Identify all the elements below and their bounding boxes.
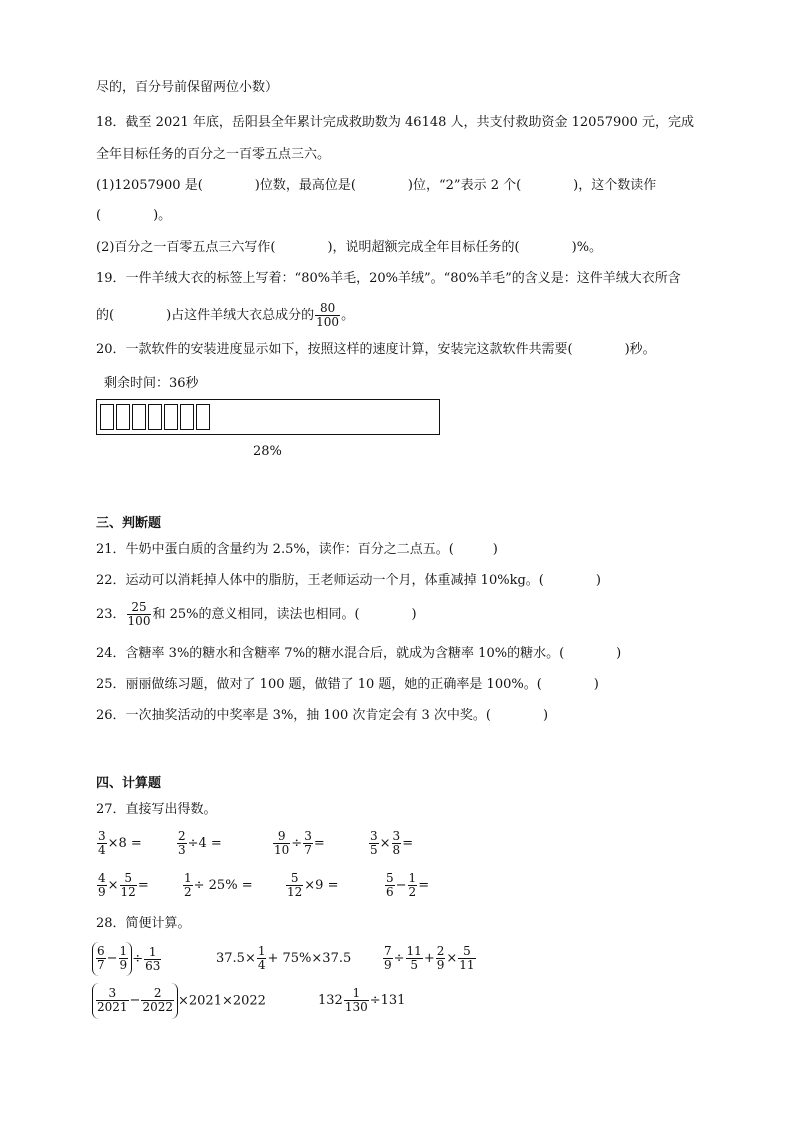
question-19-line-1: 19．一件羊绒大衣的标签上写着：“80%羊毛，20%羊绒”。“80%羊毛”的含义是：这件羊绒大衣所含 <box>96 271 681 286</box>
calc-item: 132 $\frac{1}{130}$ ÷131 <box>318 986 406 1014</box>
question-22: 22．运动可以消耗掉人体中的脂肪，王老师运动一个月，体重减掉 10%kg。( ) <box>96 573 601 588</box>
progress-percent: 28% <box>253 444 282 459</box>
q19-text: 的( )占这件羊绒大衣总成分的 <box>96 308 315 323</box>
question-27: 27．直接写出得数。 <box>96 802 217 817</box>
remaining-time-label: 剩余时间：36秒 <box>104 376 199 391</box>
line-q17-tail: 尽的，百分号前保留两位小数） <box>96 80 279 95</box>
question-18-part-2: (2)百分之一百零五点三六写作( )，说明超额完成全年目标任务的( )%。 <box>96 240 603 255</box>
progress-segment <box>100 404 114 430</box>
calc-item: $\frac{2}{3}$ ÷4 = <box>178 829 222 857</box>
calc-item: 37.5× $\frac{1}{4}$ + 75%×37.5 <box>216 944 352 972</box>
calc-item: $\frac{5}{6}$ − $\frac{1}{2}$ = <box>386 871 430 899</box>
fraction-80-100: $\frac{80}{100}$ <box>316 301 340 329</box>
calc-item: $\frac{4}{9}$ × $\frac{5}{12}$ = <box>98 871 149 899</box>
question-18-part-1: (1)12057900 是( )位数，最高位是( )位，“2”表示 2 个( )，这个数读作 <box>96 178 657 193</box>
calc-item: $\frac{5}{12}$ ×9 = <box>287 871 339 899</box>
calc-item: $\frac{1}{2}$ ÷ 25% = <box>184 871 253 899</box>
progress-segment <box>132 404 146 430</box>
install-progress-bar <box>96 399 440 435</box>
progress-segment <box>196 404 210 430</box>
question-28: 28．简便计算。 <box>96 916 191 931</box>
question-18-line-2: 全年目标任务的百分之一百零五点三六。 <box>96 147 331 162</box>
question-24: 24．含糖率 3%的糖水和含糖率 7%的糖水混合后，就成为含糖率 10%的糖水。( ) <box>96 646 622 661</box>
progress-segment <box>164 404 178 430</box>
calc-item: $\frac{3}{2021}$ − $\frac{2}{2022}$ ×2021×2022 <box>92 983 266 1020</box>
fraction-25-100: $\frac{25}{100}$ <box>127 600 151 628</box>
question-19-line-2: 的( )占这件羊绒大衣总成分的 $\frac{80}{100}$ 。 <box>96 301 355 329</box>
question-25: 25．丽丽做练习题，做对了 100 题，做错了 10 题，她的正确率是 100%。( ) <box>96 677 599 692</box>
question-18-line-1: 18．截至 2021 年底，岳阳县全年累计完成救助数为 46148 人，共支付救助资金 12057900 元，完成 <box>96 115 694 130</box>
question-18-part-1-end: ( )。 <box>96 208 172 223</box>
progress-segment <box>180 404 194 430</box>
progress-segment <box>148 404 162 430</box>
question-20: 20．一款软件的安装进度显示如下，按照这样的速度计算，安装完这款软件共需要( )秒。 <box>96 342 656 357</box>
question-26: 26．一次抽奖活动的中奖率是 3%，抽 100 次肯定会有 3 次中奖。( ) <box>96 708 549 723</box>
section-3-heading: 三、判断题 <box>96 516 162 531</box>
calc-item: $\frac{3}{5}$ × $\frac{3}{8}$ = <box>370 829 414 857</box>
progress-segment <box>116 404 130 430</box>
calc-item: $\frac{7}{9}$ ÷ $\frac{11}{5}$ + $\frac{2}{9}$ × $\frac{5}{11}$ <box>384 944 475 972</box>
question-23: 23． $\frac{25}{100}$ 和 25%的意义相同，读法也相同。( ) <box>96 600 417 628</box>
calc-item: $\frac{3}{4}$ ×8 = <box>98 829 142 857</box>
section-4-heading: 四、计算题 <box>96 776 162 791</box>
calc-item: $\frac{6}{7}$ − $\frac{1}{9}$ ÷ $\frac{1}{63}$ <box>92 942 162 977</box>
calc-item: $\frac{9}{10}$ ÷ $\frac{3}{7}$ = <box>274 829 325 857</box>
question-21: 21．牛奶中蛋白质的含量约为 2.5%，读作：百分之二点五。( ) <box>96 542 498 557</box>
